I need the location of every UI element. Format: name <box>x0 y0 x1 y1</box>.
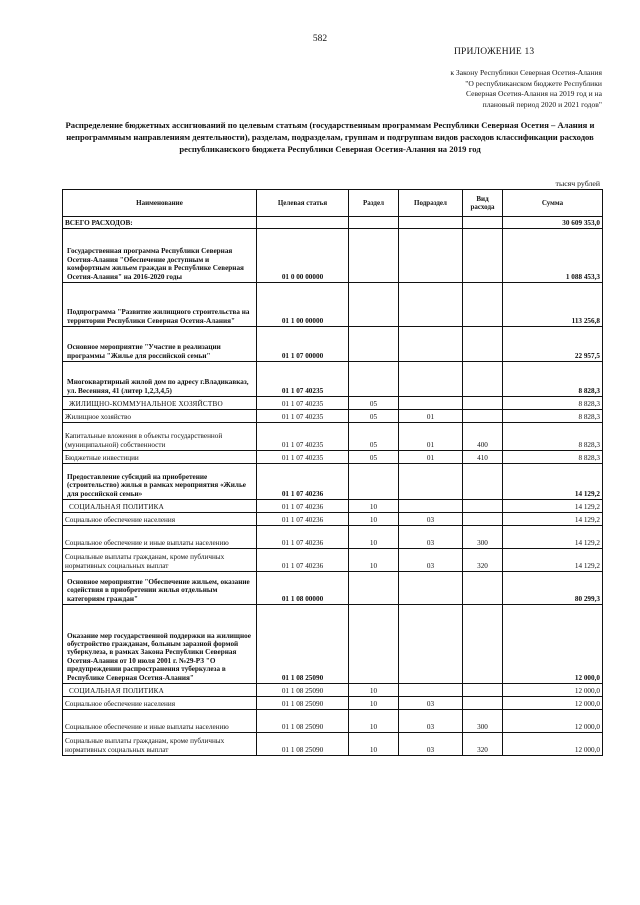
cell-vr <box>463 229 503 283</box>
cell-vr <box>463 464 503 500</box>
table-row <box>63 283 603 327</box>
cell-section: 10 <box>349 684 399 697</box>
cell-subsection <box>399 397 463 410</box>
cell-subsection <box>399 605 463 684</box>
cell-vr <box>463 327 503 362</box>
cell-amount: 1 088 453,3 <box>503 229 603 283</box>
cell-target: 01 1 07 40236 <box>257 500 349 513</box>
table-body <box>63 217 603 756</box>
cell-section: 05 <box>349 410 399 423</box>
cell-name: Оказание мер государственной поддержки на жилищное обустройство гражданам, больным заразной формой туберкулеза, в рамках Закона Республики Северная Осетия-Алания от 10 июля 2001 г. №29-РЗ "О предупреждении распространения туберкулеза в Республике Северная Осетия-Алания" <box>63 605 257 684</box>
cell-amount: 8 828,3 <box>503 362 603 397</box>
cell-name: Капитальные вложения в объекты государственной (муниципальной) собственности <box>63 423 257 451</box>
table-row <box>63 362 603 397</box>
cell-name: Социальное обеспечение и иные выплаты населению <box>63 526 257 549</box>
cell-name: Бюджетные инвестиции <box>63 451 257 464</box>
appendix-label: ПРИЛОЖЕНИЕ 13 <box>454 47 535 57</box>
cell-name: Предоставление субсидий на приобретение (строительство) жилья в рамках мероприятия «Жилье для российской семьи» <box>63 464 257 500</box>
cell-name: Основное мероприятие "Участие в реализации программы "Жилье для российской семьи" <box>63 327 257 362</box>
cell-vr <box>463 397 503 410</box>
cell-subsection: 03 <box>399 733 463 756</box>
cell-section <box>349 464 399 500</box>
cell-amount: 14 129,2 <box>503 464 603 500</box>
cell-subsection <box>399 464 463 500</box>
cell-name: Подпрограмма "Развитие жилищного строительства на территории Республики Северная Осетия-Алания" <box>63 283 257 327</box>
header-section: Раздел <box>349 190 399 217</box>
table-row <box>63 710 603 733</box>
cell-amount: 14 129,2 <box>503 513 603 526</box>
table-row <box>63 423 603 451</box>
cell-name: Социальные выплаты гражданам, кроме публичных нормативных социальных выплат <box>63 549 257 572</box>
header-amount: Сумма <box>503 190 603 217</box>
cell-target: 01 1 08 25090 <box>257 710 349 733</box>
units-label: тысяч рублей <box>555 179 600 188</box>
cell-amount: 12 000,0 <box>503 697 603 710</box>
cell-name: Социальное обеспечение населения <box>63 513 257 526</box>
cell-target: 01 1 08 25090 <box>257 697 349 710</box>
table-row <box>63 684 603 697</box>
cell-vr <box>463 697 503 710</box>
law-reference-line: плановый период 2020 и 2021 годов" <box>482 99 602 109</box>
cell-section <box>349 229 399 283</box>
cell-target: 01 1 08 00000 <box>257 572 349 605</box>
header-subsection: Подраздел <box>399 190 463 217</box>
cell-amount: 22 957,5 <box>503 327 603 362</box>
cell-section: 10 <box>349 526 399 549</box>
cell-section <box>349 605 399 684</box>
table-row <box>63 513 603 526</box>
table-row <box>63 697 603 710</box>
cell-target: 01 1 08 25090 <box>257 605 349 684</box>
cell-vr: 410 <box>463 451 503 464</box>
table-row <box>63 500 603 513</box>
cell-amount: 14 129,2 <box>503 549 603 572</box>
cell-section <box>349 572 399 605</box>
cell-target: 01 1 07 40235 <box>257 451 349 464</box>
table-row <box>63 451 603 464</box>
cell-section <box>349 283 399 327</box>
cell-subsection <box>399 229 463 283</box>
law-reference <box>370 68 602 110</box>
header-name: Наименование <box>63 190 257 217</box>
cell-name: Государственная программа Республики Северная Осетия-Алания "Обеспечение доступным и комфортным жильем граждан в Республике Северная Осетия-Алания" на 2016-2020 годы <box>63 229 257 283</box>
cell-vr <box>463 605 503 684</box>
cell-vr: 300 <box>463 526 503 549</box>
cell-target: 01 1 08 25090 <box>257 733 349 756</box>
cell-target: 01 1 07 40235 <box>257 423 349 451</box>
cell-subsection: 01 <box>399 451 463 464</box>
law-reference-line: "О республиканском бюджете Республики <box>465 78 602 88</box>
cell-subsection: 03 <box>399 513 463 526</box>
cell-subsection <box>399 684 463 697</box>
cell-amount: 8 828,3 <box>503 410 603 423</box>
cell-subsection: 03 <box>399 697 463 710</box>
cell-section: 10 <box>349 710 399 733</box>
cell-target: 01 1 00 00000 <box>257 283 349 327</box>
page-number: 582 <box>312 34 328 44</box>
document-title: Распределение бюджетных ассигнований по целевым статьям (государственным программам Республики Северная Осетия – Алания и непрограммным направлениям деятельности), разделам, подразделам, группам и подгруппам видов расходов классификации расходов республиканского бюджета Республики Северная Осетия-Алания на 2019 год <box>65 120 595 154</box>
cell-amount: 12 000,0 <box>503 733 603 756</box>
table-row <box>63 464 603 500</box>
cell-section: 10 <box>349 513 399 526</box>
cell-subsection: 01 <box>399 423 463 451</box>
cell-amount: 12 000,0 <box>503 710 603 733</box>
cell-target: 01 1 07 40236 <box>257 526 349 549</box>
cell-name: СОЦИАЛЬНАЯ ПОЛИТИКА <box>63 500 257 513</box>
cell-section: 05 <box>349 397 399 410</box>
cell-name: Социальное обеспечение населения <box>63 697 257 710</box>
cell-vr <box>463 513 503 526</box>
cell-vr: 300 <box>463 710 503 733</box>
cell-vr: 320 <box>463 733 503 756</box>
cell-target: 01 1 08 25090 <box>257 684 349 697</box>
cell-amount: 12 000,0 <box>503 605 603 684</box>
cell-target: 01 0 00 00000 <box>257 229 349 283</box>
law-reference-line: Северная Осетия-Алания на 2019 год и на <box>465 89 602 99</box>
table-row <box>63 605 603 684</box>
table-row <box>63 733 603 756</box>
cell-vr <box>463 500 503 513</box>
cell-vr <box>463 684 503 697</box>
cell-amount: 30 609 353,0 <box>503 217 603 229</box>
cell-amount: 8 828,3 <box>503 423 603 451</box>
table-header-row <box>63 190 603 217</box>
cell-vr: 400 <box>463 423 503 451</box>
cell-subsection <box>399 327 463 362</box>
cell-subsection: 03 <box>399 526 463 549</box>
cell-section <box>349 217 399 229</box>
cell-section: 10 <box>349 549 399 572</box>
cell-name: Многоквартирный жилой дом по адресу г.Владикавказ, ул. Весенняя, 41 (литер 1,2,3,4,5) <box>63 362 257 397</box>
cell-target: 01 1 07 00000 <box>257 327 349 362</box>
cell-amount: 80 299,3 <box>503 572 603 605</box>
cell-vr <box>463 283 503 327</box>
cell-amount: 14 129,2 <box>503 526 603 549</box>
table-row <box>63 572 603 605</box>
cell-subsection: 03 <box>399 710 463 733</box>
cell-amount: 8 828,3 <box>503 451 603 464</box>
table-row <box>63 397 603 410</box>
cell-target: 01 1 07 40235 <box>257 410 349 423</box>
cell-vr <box>463 362 503 397</box>
cell-name: СОЦИАЛЬНАЯ ПОЛИТИКА <box>63 684 257 697</box>
cell-vr: 320 <box>463 549 503 572</box>
cell-section: 10 <box>349 697 399 710</box>
table-row <box>63 217 603 229</box>
cell-section: 10 <box>349 500 399 513</box>
cell-amount: 113 256,8 <box>503 283 603 327</box>
cell-subsection <box>399 362 463 397</box>
cell-target: 01 1 07 40235 <box>257 397 349 410</box>
cell-target <box>257 217 349 229</box>
cell-target: 01 1 07 40236 <box>257 464 349 500</box>
cell-subsection <box>399 572 463 605</box>
cell-subsection <box>399 500 463 513</box>
cell-section <box>349 362 399 397</box>
cell-vr <box>463 572 503 605</box>
cell-name: Социальное обеспечение и иные выплаты населению <box>63 710 257 733</box>
budget-table <box>62 189 603 756</box>
cell-subsection <box>399 217 463 229</box>
header-target: Целевая статья <box>257 190 349 217</box>
cell-vr <box>463 217 503 229</box>
cell-subsection: 01 <box>399 410 463 423</box>
cell-target: 01 1 07 40235 <box>257 362 349 397</box>
cell-target: 01 1 07 40236 <box>257 549 349 572</box>
cell-section: 05 <box>349 423 399 451</box>
cell-name: ВСЕГО РАСХОДОВ: <box>63 217 257 229</box>
law-reference-line: к Закону Республики Северная Осетия-Алания <box>450 68 602 77</box>
header-expense-type: Вид расхода <box>463 190 503 217</box>
cell-vr <box>463 410 503 423</box>
cell-section: 10 <box>349 733 399 756</box>
cell-target: 01 1 07 40236 <box>257 513 349 526</box>
cell-amount: 14 129,2 <box>503 500 603 513</box>
cell-subsection: 03 <box>399 549 463 572</box>
table-row <box>63 526 603 549</box>
cell-name: Социальные выплаты гражданам, кроме публичных нормативных социальных выплат <box>63 733 257 756</box>
cell-amount: 8 828,3 <box>503 397 603 410</box>
table-row <box>63 410 603 423</box>
table-row <box>63 549 603 572</box>
table-row <box>63 229 603 283</box>
cell-section: 05 <box>349 451 399 464</box>
cell-name: Основное мероприятие "Обеспечение жильем, оказание содействия в приобретении жилья отдельным категориям граждан" <box>63 572 257 605</box>
cell-name: Жилищное хозяйство <box>63 410 257 423</box>
cell-amount: 12 000,0 <box>503 684 603 697</box>
cell-section <box>349 327 399 362</box>
table-row <box>63 327 603 362</box>
cell-name: ЖИЛИЩНО-КОММУНАЛЬНОЕ ХОЗЯЙСТВО <box>63 397 257 410</box>
cell-subsection <box>399 283 463 327</box>
